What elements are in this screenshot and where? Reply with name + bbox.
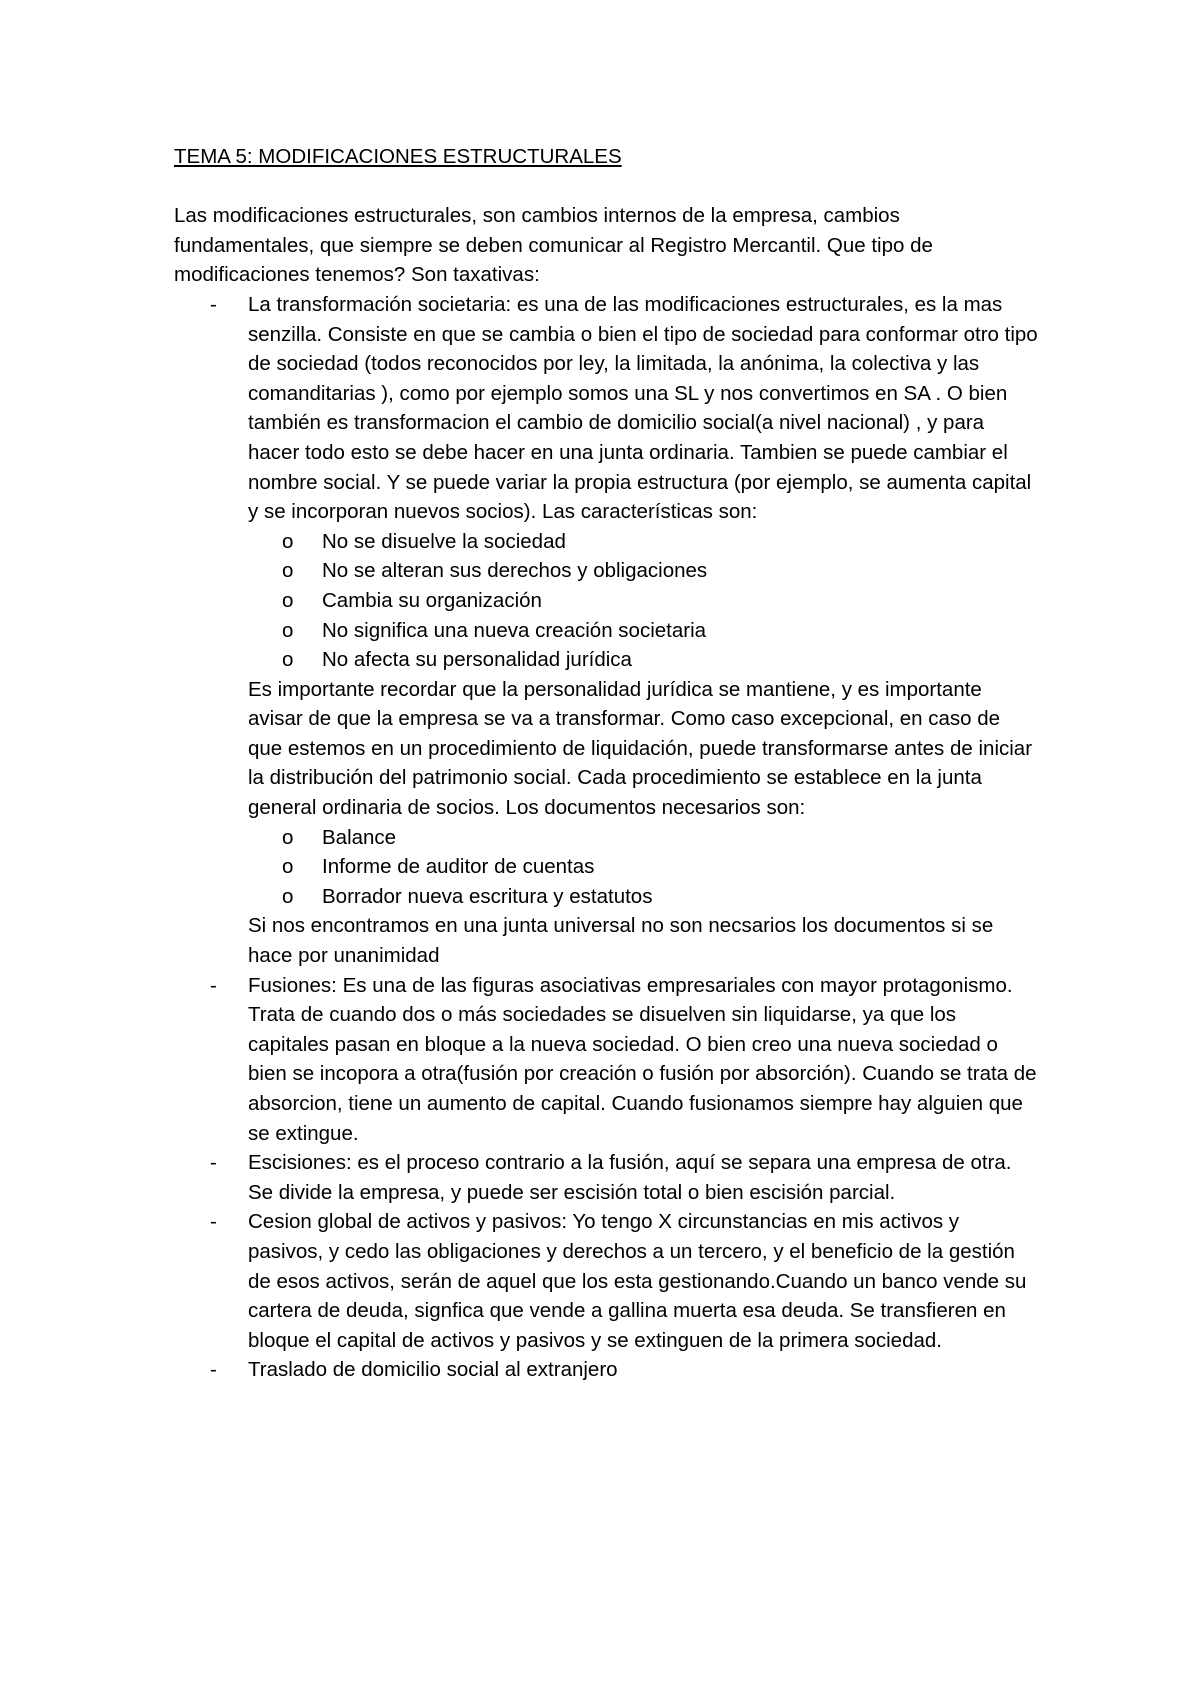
circle-bullet: o xyxy=(282,648,294,672)
sub-list-item xyxy=(248,527,1038,557)
sub-item-text: Borrador nueva escritura y estatutos xyxy=(322,884,653,908)
intro-paragraph: Las modificaciones estructurales, son cambios internos de la empresa, cambios fundamentales, que siempre se deben comunicar al Registro Mercantil. Que tipo de modificaciones tenemos? Son taxativas: xyxy=(174,204,933,287)
document-body xyxy=(174,142,1054,1385)
sub-item-text: No se disuelve la sociedad xyxy=(322,529,566,553)
sub-item-text: Informe de auditor de cuentas xyxy=(322,855,595,879)
sub-list-item xyxy=(248,645,1038,675)
documentos-list xyxy=(248,823,1038,912)
circle-bullet: o xyxy=(282,855,294,879)
circle-bullet: o xyxy=(282,529,294,553)
dash-bullet: - xyxy=(210,292,217,316)
item-paragraph: Es importante recordar que la personalidad jurídica se mantiene, y es importante avisar de que la empresa se va a transformar. Como caso excepcional, en caso de que estemos en un procedimiento de liquidación, puede transformarse antes de iniciar la distribución del patrimonio social. Cada procedimiento se establece en la junta general ordinaria de socios. Los documentos necesarios son: xyxy=(248,677,1033,820)
sub-item-text: No afecta su personalidad jurídica xyxy=(322,648,632,672)
item-text: Traslado de domicilio social al extranjero xyxy=(248,1358,618,1382)
list-item-cesion-global xyxy=(174,1207,1038,1355)
sub-list-item xyxy=(248,882,1038,912)
circle-bullet: o xyxy=(282,825,294,849)
item-text: La transformación societaria: es una de las modificaciones estructurales, es la mas senzilla. Consiste en que se cambia o bien el tipo de sociedad para conformar otro tipo de sociedad (todos reconocidos por ley, la limitada, la anónima, la colectiva y las comanditarias ), como por ejemplo somos una SL y nos convertimos en SA . O bien también es transformacion el cambio de domicilio social(a nivel nacional) , y para hacer todo esto se debe hacer en una junta ordinaria. Tambien se puede cambiar el nombre social. Y se puede variar la propia estructura (por ejemplo, se aumenta capital y se incorporan nuevos socios). Las características son: xyxy=(248,292,1038,524)
list-item-transformacion xyxy=(174,290,1038,971)
list-item-traslado xyxy=(174,1355,1038,1385)
sub-list-item xyxy=(248,556,1038,586)
circle-bullet: o xyxy=(282,559,294,583)
caracteristicas-list xyxy=(248,527,1038,675)
list-item-escisiones xyxy=(174,1148,1038,1207)
sub-item-text: No se alteran sus derechos y obligaciones xyxy=(322,559,708,583)
sub-item-text: Cambia su organización xyxy=(322,588,542,612)
item-text: Escisiones: es el proceso contrario a la fusión, aquí se separa una empresa de otra. Se divide la empresa, y puede ser escisión total o bien escisión parcial. xyxy=(248,1151,1012,1204)
sub-list-item xyxy=(248,823,1038,853)
circle-bullet: o xyxy=(282,884,294,908)
page-title: TEMA 5: MODIFICACIONES ESTRUCTURALES xyxy=(174,145,622,168)
item-paragraph: Si nos encontramos en una junta universal no son necsarios los documentos si se hace por unanimidad xyxy=(248,914,994,968)
sub-list-item xyxy=(248,616,1038,646)
dash-bullet: - xyxy=(210,1151,217,1175)
circle-bullet: o xyxy=(282,618,294,642)
dash-bullet: - xyxy=(210,1358,217,1382)
dash-bullet: - xyxy=(210,1210,217,1234)
modifications-list xyxy=(174,290,1054,1385)
sub-item-text: Balance xyxy=(322,825,397,849)
sub-list-item xyxy=(248,852,1038,882)
circle-bullet: o xyxy=(282,588,294,612)
dash-bullet: - xyxy=(210,973,217,997)
sub-item-text: No significa una nueva creación societaria xyxy=(322,618,707,642)
sub-list-item xyxy=(248,586,1038,616)
item-text: Cesion global de activos y pasivos: Yo tengo X circunstancias en mis activos y pasivos, y cedo las obligaciones y derechos a un tercero, y el beneficio de la gestión de esos activos, serán de aquel que los esta gestionando.Cuando un banco vende su cartera de deuda, signfica que vende a gallina muerta esa deuda. Se transfieren en bloque el capital de activos y pasivos y se extinguen de la primera sociedad. xyxy=(248,1210,1027,1352)
list-item-fusiones xyxy=(174,971,1038,1149)
item-text: Fusiones: Es una de las figuras asociativas empresariales con mayor protagonismo. Trata de cuando dos o más sociedades se disuelven sin liquidarse, ya que los capitales pasan en bloque a la nueva sociedad. O bien creo una nueva sociedad o bien se incopora a otra(fusión por creación o fusión por absorción). Cuando se trata de absorcion, tiene un aumento de capital. Cuando fusionamos siempre hay alguien que se extingue. xyxy=(248,973,1037,1145)
